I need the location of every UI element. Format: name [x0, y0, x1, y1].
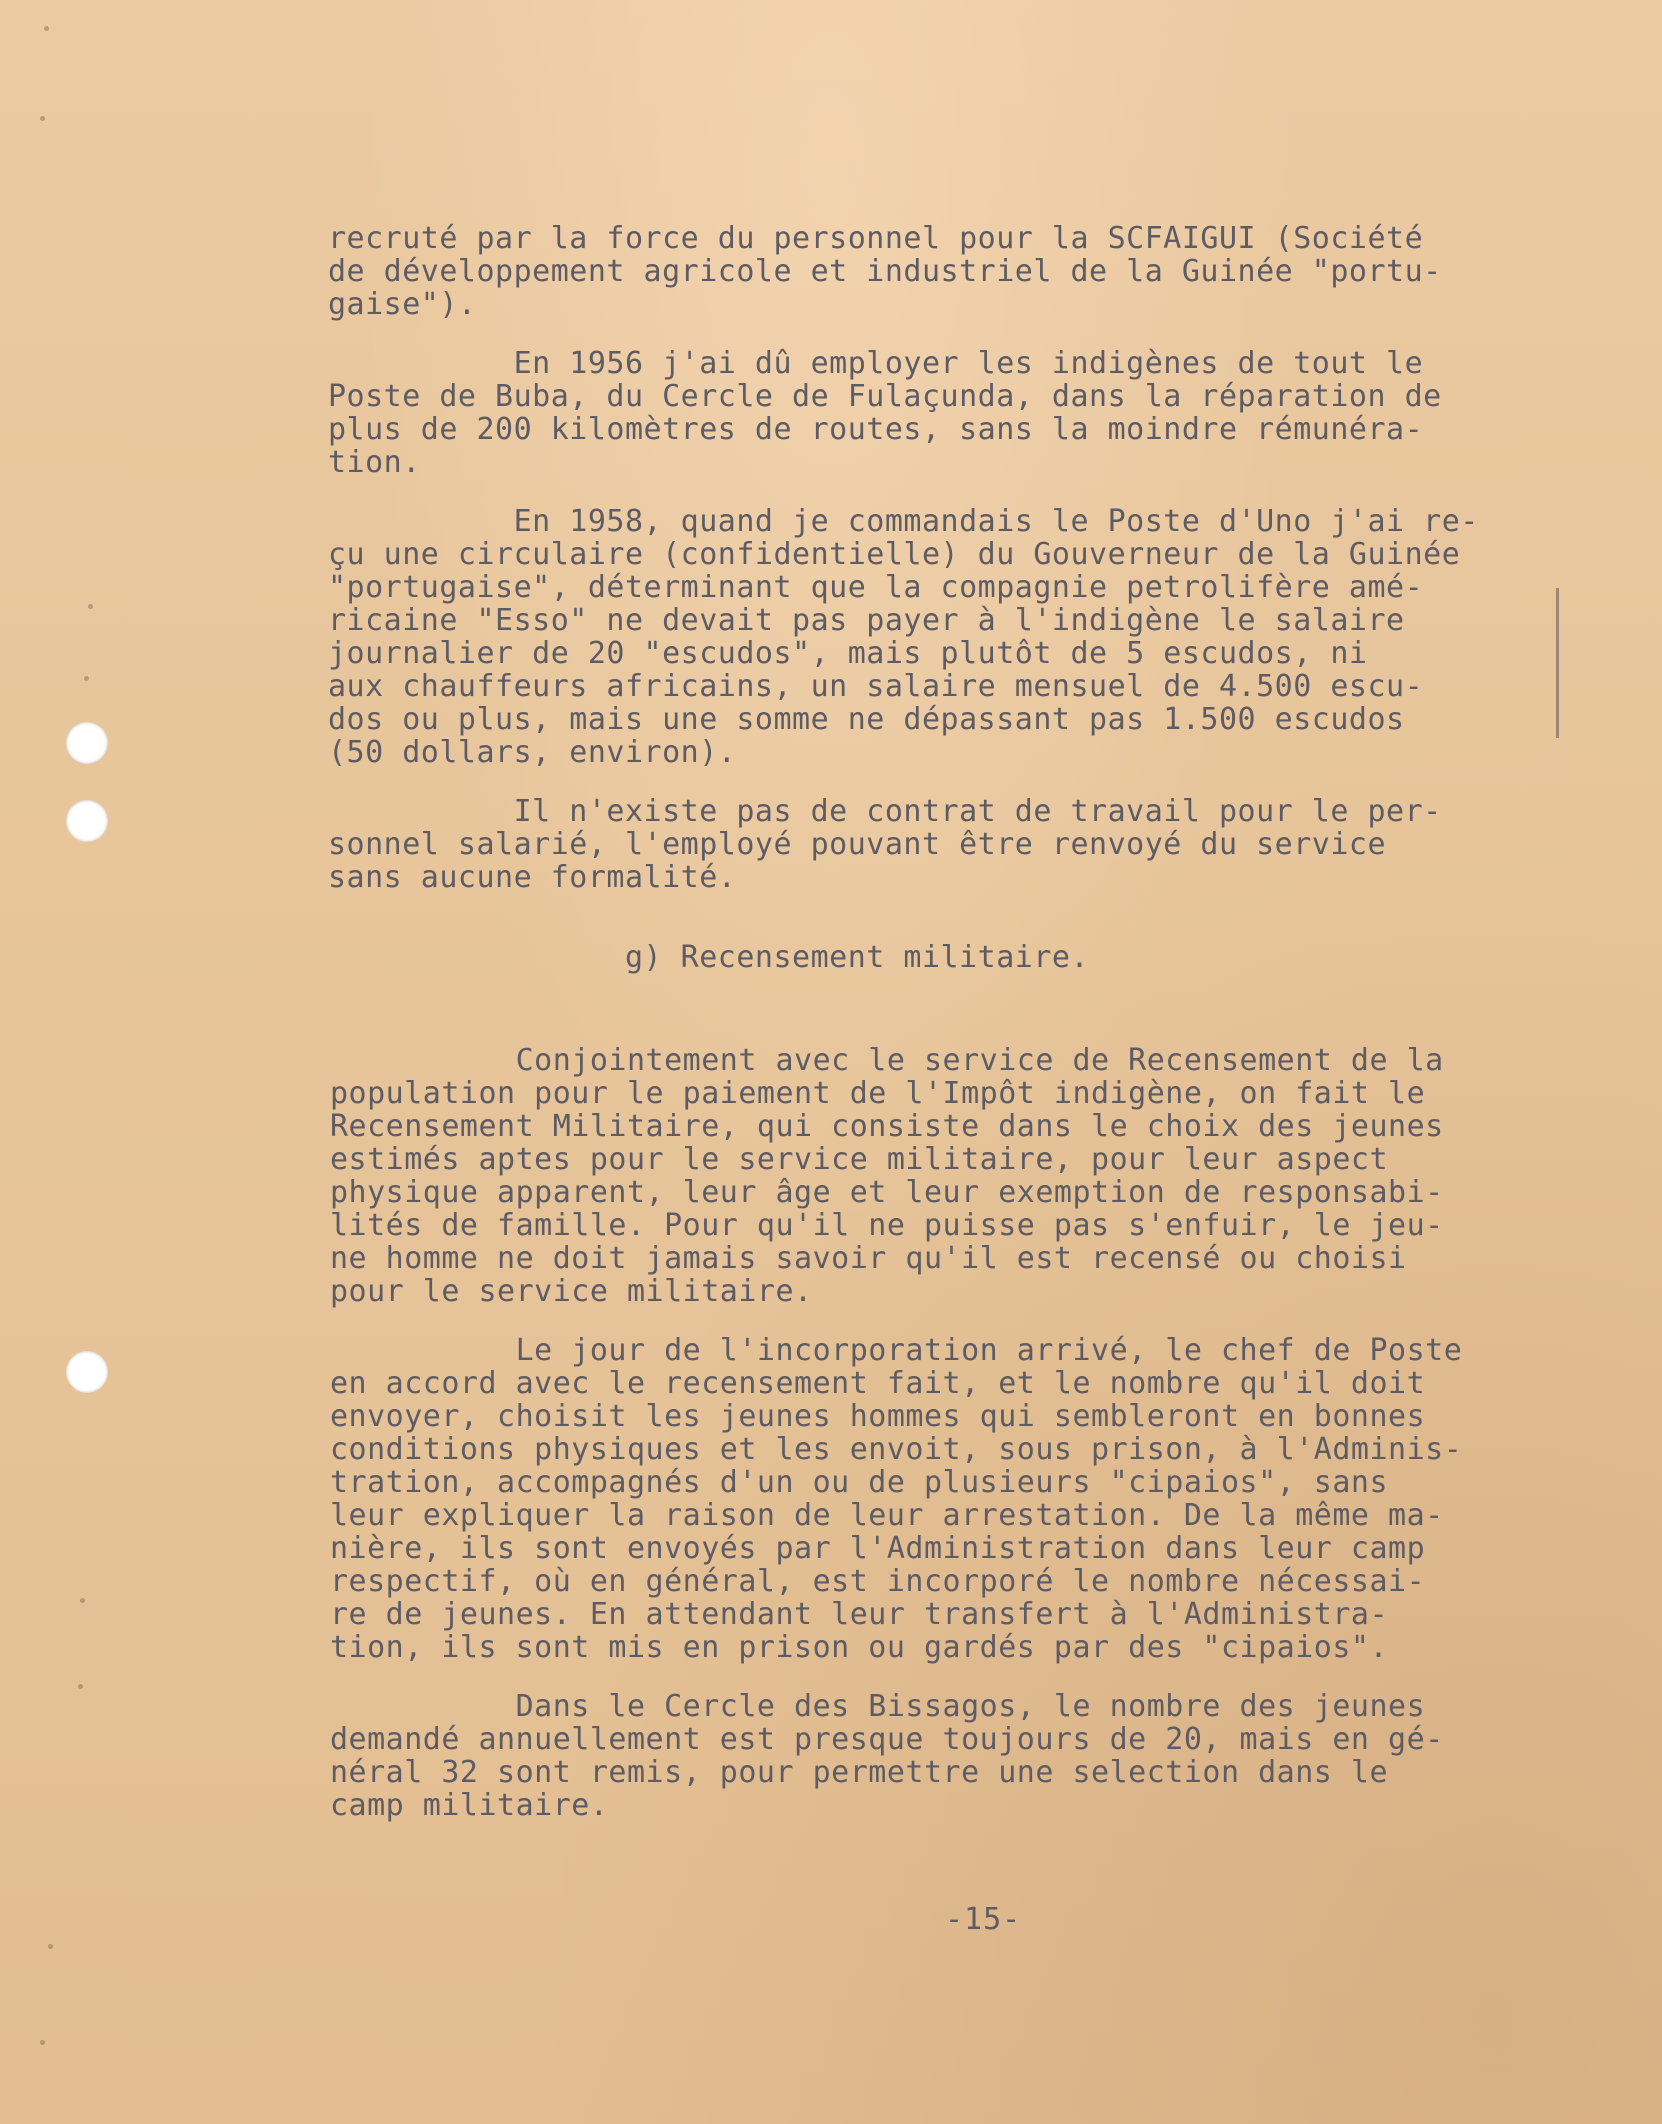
paper-speck — [84, 676, 89, 681]
paragraph: Il n'existe pas de contrat de travail pour le per- sonnel salarié, l'employé pouvant être renvoyé du service sans aucune formalité. — [328, 794, 1442, 895]
text-block-top — [328, 222, 1578, 894]
paper-speck — [78, 1684, 83, 1689]
paper-speck — [44, 26, 49, 31]
paragraph: En 1958, quand je commandais le Poste d'Uno j'ai re- çu une circulaire (confidentielle) du Gouverneur de la Guinée "portugaise", déterminant que la compagnie petrolifère amé- ricaine "Esso" ne devait pas payer à l'indigène le salaire journalier de 20 "escudos", mais plutôt de 5 escudos, ni aux chauffeurs africains, un salaire mensuel de 4.500 escu- dos ou plus, mais une somme ne dépassant pas 1.500 escudos (50 dollars, environ). — [328, 504, 1479, 770]
paragraph: recruté par la force du personnel pour la SCFAIGUI (Société de développement agricole et industriel de la Guinée "portu- gaise"). — [328, 221, 1442, 322]
paragraph: Conjointement avec le service de Recensement de la population pour le paiement de l'Impôt indigène, on fait le Recensement Militaire, qui consiste dans le choix des jeunes estimés aptes pour le service militaire, pour leur aspect physique apparent, leur âge et leur exemption de responsabi- lités de famille. Pour qu'il ne puisse pas s'enfuir, le jeu- ne homme ne doit jamais savoir qu'il est recensé ou choisi pour le service militaire. — [330, 1043, 1444, 1309]
paper-speck — [40, 2040, 45, 2045]
punch-hole — [66, 1351, 108, 1393]
paper-speck — [88, 604, 93, 609]
punch-hole — [66, 722, 108, 764]
section-heading: g) Recensement militaire. — [625, 940, 1090, 975]
paper-speck — [40, 116, 45, 121]
text-block-bottom — [330, 1044, 1580, 1822]
paragraph: Dans le Cercle des Bissagos, le nombre des jeunes demandé annuellement est presque toujours de 20, mais en gé- néral 32 sont remis, pour permettre une selection dans le camp militaire. — [330, 1689, 1444, 1823]
page-number: -15- — [945, 1902, 1022, 1937]
paragraph: En 1956 j'ai dû employer les indigènes de tout le Poste de Buba, du Cercle de Fulaçunda, dans la réparation de plus de 200 kilomètres de routes, sans la moindre rémunéra- tion. — [328, 346, 1442, 480]
paragraph: Le jour de l'incorporation arrivé, le chef de Poste en accord avec le recensement fait, et le nombre qu'il doit envoyer, choisit les jeunes hommes qui sembleront en bonnes conditions physiques et les envoit, sous prison, à l'Adminis- tration, accompagnés d'un ou de plusieurs "cipaios", sans leur expliquer la raison de leur arrestation. De la même ma- nière, ils sont envoyés par l'Administration dans leur camp respectif, où en général, est incorporé le nombre nécessai- re de jeunes. En attendant leur transfert à l'Administra- tion, ils sont mis en prison ou gardés par des "cipaios". — [330, 1333, 1463, 1665]
punch-hole — [66, 800, 108, 842]
paper-speck — [80, 1598, 85, 1603]
paper-speck — [48, 1944, 53, 1949]
